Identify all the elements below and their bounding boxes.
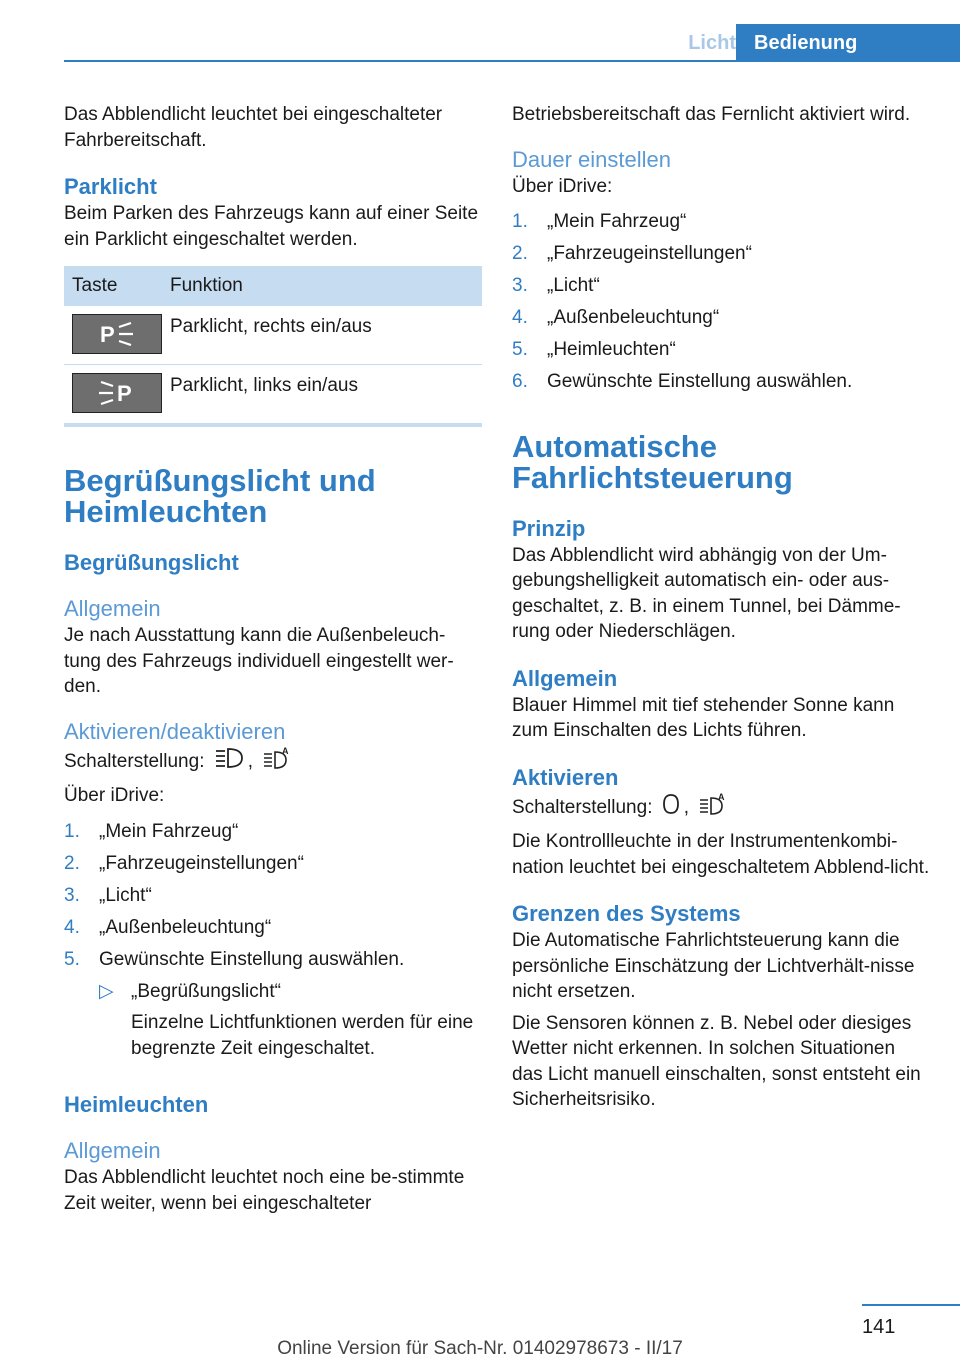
heimleuchten-heading: Heimleuchten — [64, 1092, 209, 1118]
schalter-separator: , — [247, 750, 254, 772]
prinzip-text: Das Abblendlicht wird abhängig von der Um‐gebungshelligkeit automatisch ein- oder aus‐geschaltet, z. B. in einem Tunnel, bei Dämme‐rung oder Niederschlägen. — [512, 544, 901, 643]
list-item: 2. „Fahrzeugeinstellungen“ — [512, 243, 752, 265]
schalter-line-right — [512, 792, 930, 824]
list-item: 2. „Fahrzeugeinstellungen“ — [64, 852, 304, 874]
table-row — [64, 306, 482, 364]
right-steps-list — [512, 209, 930, 395]
triangle-bullet-icon: ▷ — [99, 980, 114, 1002]
schalter-label: Schalterstellung: — [64, 750, 205, 772]
parklicht-table — [64, 266, 482, 427]
allgemein-text: Je nach Ausstattung kann die Außenbeleuch‐tung des Fahrzeugs individuell eingestellt wer‐den. — [64, 625, 454, 697]
left-column — [64, 102, 482, 1216]
footer-text: Online Version für Sach-Nr. 01402978673 - II/17 — [277, 1338, 683, 1359]
schalter-line — [64, 746, 482, 778]
allgemein-heading: Allgemein — [64, 596, 161, 621]
header-section-label: Licht — [688, 32, 736, 54]
header-rule — [64, 60, 960, 62]
table-cell-function: Parklicht, links ein/aus — [170, 375, 358, 396]
parklicht-heading: Parklicht — [64, 174, 157, 199]
table-cell-key — [64, 314, 170, 354]
schalter-separator: , — [683, 796, 690, 818]
heim-allgemein-heading: Allgemein — [64, 1138, 161, 1164]
list-item: 4. „Außenbeleuchtung“ — [512, 307, 720, 329]
parking-light-left-icon — [72, 373, 162, 413]
left-steps-list — [64, 819, 482, 973]
auto-headlight-icon — [262, 746, 292, 778]
table-col-funktion: Funktion — [170, 275, 243, 296]
list-item: 1. „Mein Fahrzeug“ — [512, 211, 687, 232]
header-chapter-tab: Bedienung — [736, 24, 960, 62]
schalter-label: Schalterstellung: — [512, 796, 653, 818]
svg-text:A: A — [282, 745, 289, 756]
heim-text: Das Abblendlicht leuchtet noch eine be‐stimmte Zeit weiter, wenn bei eingeschalteter — [64, 1167, 465, 1214]
svg-text:A: A — [718, 791, 725, 802]
svg-text:P: P — [117, 381, 132, 406]
aktivieren-text-right: Die Kontrollleuchte in der Instrumentenkombi‐nation leuchtet bei eingeschaltetem Abblend‐licht. — [512, 831, 930, 878]
footer-rule — [862, 1304, 960, 1306]
table-header — [64, 266, 482, 306]
grenzen-text-2: Die Sensoren können z. B. Nebel oder diesiges Wetter nicht erkennen. In solchen Situationen das Licht manuell einschalten, sonst entsteht ein Sicherheitsrisiko. — [512, 1012, 921, 1111]
intro-text: Das Abblendlicht leuchtet bei eingeschalteter Fahrbereitschaft. — [64, 104, 443, 151]
low-beam-icon — [214, 747, 244, 777]
list-item: 3. „Licht“ — [64, 884, 152, 906]
auto-headlight-icon — [698, 792, 728, 824]
grenzen-text-1: Die Automatische Fahrlichtsteuerung kann die persönliche Einschätzung der Lichtverhält‐nisse nicht ersetzen. — [512, 930, 915, 1003]
sub-item-text: Einzelne Lichtfunktionen werden für eine begrenzte Zeit eingeschaltet. — [131, 1012, 474, 1059]
list-item: 1. „Mein Fahrzeug“ — [64, 820, 239, 842]
dauer-heading: Dauer einstellen — [512, 146, 671, 172]
allgemein-heading-right: Allgemein — [512, 665, 618, 691]
section-title-fahrlicht: Automatische Fahrlichtsteuerung — [512, 428, 793, 495]
aktivieren-heading-right: Aktivieren — [512, 764, 619, 790]
idrive-label: Über iDrive: — [64, 785, 165, 806]
aktivieren-heading: Aktivieren/deaktivieren — [64, 718, 286, 744]
parking-light-right-icon — [72, 314, 162, 354]
sub-list-item — [99, 979, 482, 1062]
allgemein-text-right: Blauer Himmel mit tief stehender Sonne kann zum Einschalten des Lichts führen. — [512, 694, 895, 742]
continued-text: Betriebsbereitschaft das Fernlicht aktiviert wird. — [512, 104, 911, 125]
list-item: 4. „Außenbeleuchtung“ — [64, 916, 272, 938]
list-item: 3. „Licht“ — [512, 275, 600, 297]
section-title-begruessung: Begrüßungslicht und Heimleuchten — [64, 463, 376, 529]
list-item: 5. „Heimleuchten“ — [512, 339, 676, 361]
idrive-label-right: Über iDrive: — [512, 175, 613, 197]
begruessungslicht-heading: Begrüßungslicht — [64, 550, 239, 575]
page-number: 141 — [862, 1316, 896, 1338]
right-column — [512, 102, 930, 1113]
list-item: 6. Gewünschte Einstellung auswählen. — [512, 371, 853, 393]
light-off-icon — [662, 793, 680, 823]
grenzen-heading: Grenzen des Systems — [512, 901, 741, 927]
table-cell-function: Parklicht, rechts ein/aus — [170, 316, 372, 337]
sub-item-title: „Begrüßungslicht“ — [131, 980, 281, 1002]
list-item: 5. Gewünschte Einstellung auswählen. — [64, 948, 405, 970]
svg-text:P: P — [100, 322, 115, 347]
table-col-taste: Taste — [72, 275, 118, 296]
table-row — [64, 364, 482, 423]
table-cell-key — [64, 373, 170, 413]
prinzip-heading: Prinzip — [512, 515, 586, 541]
parklicht-text: Beim Parken des Fahrzeugs kann auf einer Seite ein Parklicht eingeschaltet werden. — [64, 203, 479, 250]
